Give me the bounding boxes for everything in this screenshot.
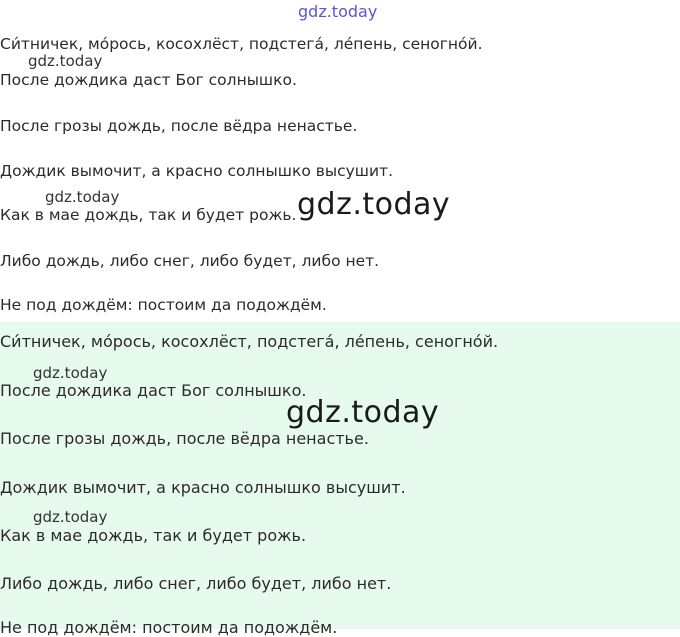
- proverb-line: После грозы дождь, после вёдра ненастье.: [0, 117, 358, 135]
- watermark-large: gdz.today: [286, 395, 440, 430]
- proverb-line: Не под дождём: постоим да подождём.: [0, 296, 327, 314]
- proverb-line: Либо дождь, либо снег, либо будет, либо нет.: [0, 252, 380, 270]
- watermark: gdz.today: [45, 188, 120, 206]
- watermark-large: gdz.today: [297, 187, 451, 222]
- watermark: gdz.today: [28, 52, 103, 70]
- proverbs-block-original: [0, 30, 680, 322]
- watermark: gdz.today: [33, 508, 108, 526]
- proverb-line: Как в мае дождь, так и будет рожь.: [0, 526, 307, 545]
- proverb-line: После дождика даст Бог солнышко.: [0, 381, 307, 400]
- proverb-line: После грозы дождь, после вёдра ненастье.: [0, 429, 369, 448]
- proverb-line: Си́тничек, мо́рось, косохлёст, подстега́, ле́пень, сеногно́й.: [0, 332, 499, 351]
- proverb-line: Дождик вымочит, а красно солнышко высушит.: [0, 478, 406, 497]
- proverb-line: Как в мае дождь, так и будет рожь.: [0, 206, 297, 224]
- proverb-line: Си́тничек, мо́рось, косохлёст, подстега́, ле́пень, сеногно́й.: [0, 35, 483, 53]
- proverb-line: Дождик вымочит, а красно солнышко высушит.: [0, 162, 394, 180]
- proverb-line: Либо дождь, либо снег, либо будет, либо нет.: [0, 574, 392, 593]
- watermark-top: gdz.today: [298, 2, 378, 21]
- proverb-line: После дождика даст Бог солнышко.: [0, 71, 297, 89]
- watermark: gdz.today: [33, 364, 108, 382]
- proverb-line: Не под дождём: постоим да подождём.: [0, 618, 338, 637]
